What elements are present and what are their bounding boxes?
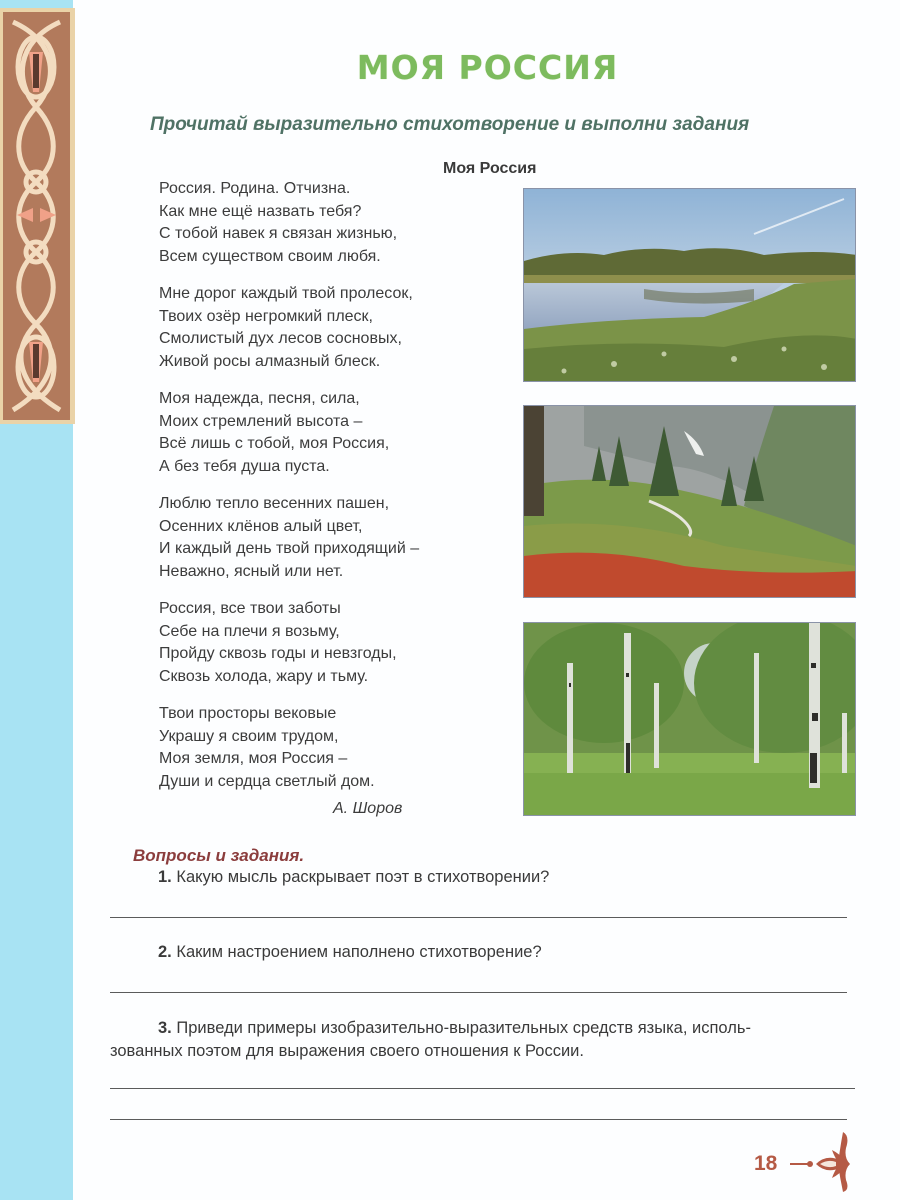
photo-birch-forest [523, 622, 856, 816]
poem-line: Сквозь холода, жару и тьму. [159, 667, 369, 685]
poem-line: Россия. Родина. Отчизна. [159, 180, 351, 197]
poem-line: Смолистый дух лесов сосновых, [159, 330, 402, 347]
poem-line: Люблю тепло весенних пашен, [159, 495, 390, 512]
question-number: 3. [158, 1019, 172, 1037]
poem-line: А без тебя душа пуста. [159, 457, 330, 475]
poem-line: Моих стремлений высота – [159, 412, 363, 430]
poem-line: Живой росы алмазный блеск. [159, 352, 381, 370]
poem-line: С тобой навек я связан жизнью, [159, 225, 398, 242]
poem-author: А. Шоров [333, 800, 403, 817]
question-3-continued [110, 1042, 584, 1061]
poem-line: Как мне ещё назвать тебя? [159, 202, 362, 220]
photo-lake [523, 188, 856, 382]
poem-line: Всем существом своим любя. [159, 247, 381, 265]
page-ornament-icon [788, 1128, 858, 1199]
poem-line: Мне дорог каждый твой пролесок, [159, 285, 413, 302]
poem-stanza [159, 703, 499, 793]
poem-line: Души и сердца светлый дом. [159, 772, 375, 790]
question-text: Какую мысль раскрывает поэт в стихотворении? [176, 868, 550, 886]
poem-line: Осенних клёнов алый цвет, [159, 517, 363, 535]
question-3 [158, 1019, 858, 1038]
questions-heading: Вопросы и задания. [133, 846, 305, 865]
page-title: МОЯ РОССИЯ [356, 48, 619, 87]
poem-title: Моя Россия [443, 160, 537, 177]
page-number: 18 [754, 1152, 778, 1175]
poem-stanza [159, 598, 499, 688]
question-2 [158, 943, 542, 962]
poem-stanza [159, 493, 499, 583]
question-number: 2. [158, 943, 172, 961]
question-1 [158, 868, 549, 887]
photo-mountain-valley [523, 405, 856, 598]
poem-line: Неважно, ясный или нет. [159, 562, 344, 580]
question-text: Приведи примеры изобразительно-выразительных средств языка, исполь- [176, 1019, 751, 1037]
poem-line: Себе на плечи я возьму, [159, 622, 340, 640]
poem-line: Твои просторы вековые [159, 705, 337, 722]
poem-line: И каждый день твой приходящий – [159, 540, 420, 557]
answer-line-2[interactable] [110, 992, 847, 993]
answer-line-1[interactable] [110, 917, 847, 918]
poem-line: Моя надежда, песня, сила, [159, 390, 360, 407]
question-number: 1. [158, 868, 172, 886]
poem-stanza [159, 283, 499, 373]
poem-line: Твоих озёр негромкий плеск, [159, 307, 373, 325]
poem-stanza [159, 388, 499, 478]
answer-line-3b[interactable] [110, 1119, 847, 1120]
poem-line: Пройду сквозь годы и невзгоды, [159, 645, 397, 662]
poem-stanza [159, 178, 499, 268]
poem-line: Украшу я своим трудом, [159, 727, 339, 745]
poem-line: Россия, все твои заботы [159, 600, 341, 617]
answer-line-3a[interactable] [110, 1088, 855, 1089]
poem-line: Всё лишь с тобой, моя Россия, [159, 435, 390, 452]
question-text: Каким настроением наполнено стихотворение? [176, 943, 542, 961]
question-text: зованных поэтом для выражения своего отношения к России. [110, 1042, 584, 1060]
instruction-subtitle: Прочитай выразительно стихотворение и выполни задания [150, 114, 750, 135]
poem-body [159, 178, 499, 808]
poem-line: Моя земля, моя Россия – [159, 750, 348, 767]
